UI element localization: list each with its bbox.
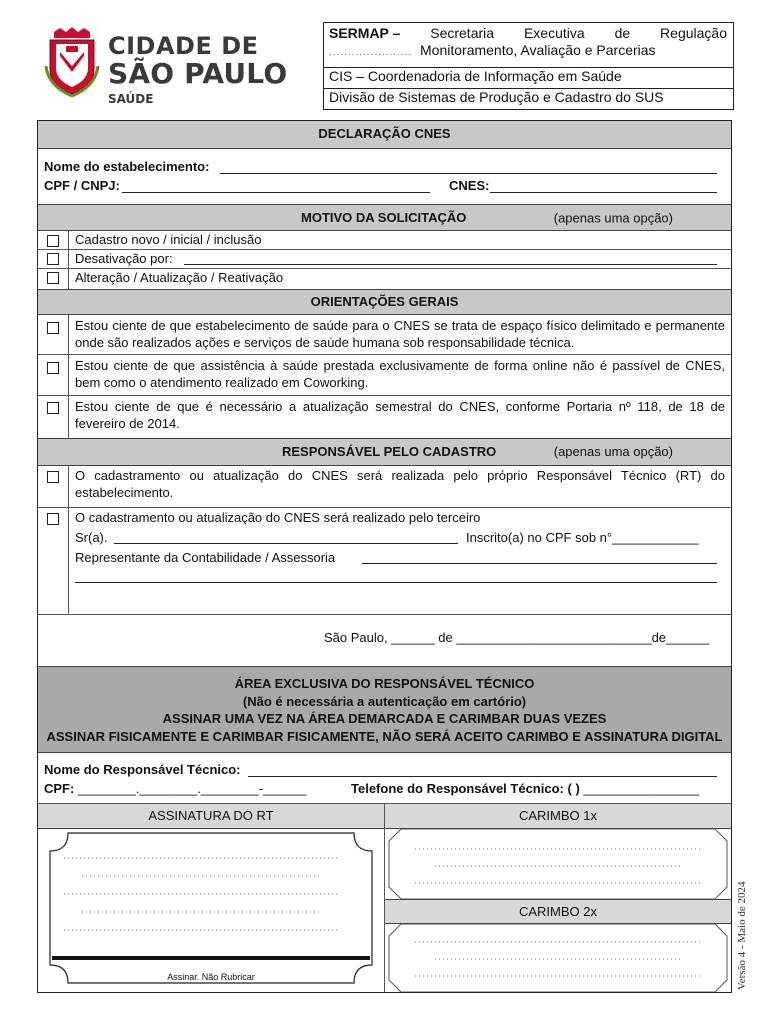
inscrito-label: Inscrito(a) no CPF sob n°____________ — [466, 530, 699, 545]
motivo-option-update: Alteração / Atualização / Reativação — [75, 270, 284, 285]
resp-option-rt: O cadastramento ou atualização do CNES será realizada pelo próprio Responsável Técnico (RT) do estabelecimento. — [75, 468, 725, 500]
resp-title: RESPONSÁVEL PELO CADASTRO — [282, 444, 497, 459]
cnes-declaration-form — [37, 120, 732, 993]
orient-text-1: Estou ciente de que estabelecimento de saúde para o CNES se trata de espaço físico delimitado e permanente onde são realizados ações e serviços de saúde humana sob responsabilidade técnica. — [75, 318, 725, 350]
motivo-note: (apenas uma opção) — [553, 210, 673, 225]
motivo-checkbox-deactivate[interactable] — [47, 253, 59, 265]
cpf-label: CPF: — [44, 781, 75, 796]
area-line-4: ASSINAR FISICAMENTE E CARIMBAR FISICAMENTE, NÃO SERÁ ACEITO CARIMBO E ASSINATURA DIGITAL — [46, 728, 723, 744]
cnes-label: CNES: — [449, 178, 490, 193]
rt-name-input[interactable] — [248, 776, 717, 777]
phone-label: Telefone do Responsável Técnico: — [351, 781, 564, 796]
sermap-label: SERMAP – — [329, 25, 401, 41]
orient-checkbox-1[interactable] — [47, 322, 59, 334]
form-title: DECLARAÇÃO CNES — [38, 121, 731, 149]
sermap-word-1: Secretaria — [430, 25, 495, 41]
logo-line-1: CIDADE DE — [108, 32, 259, 60]
resp-checkbox-third[interactable] — [47, 513, 59, 525]
area-line-1: ÁREA EXCLUSIVA DO RESPONSÁVEL TÉCNICO — [234, 676, 535, 691]
info-row-cis: CIS – Coordenadoria de Informação em Saúde — [324, 67, 733, 88]
cpf-cnpj-input[interactable] — [122, 192, 430, 193]
resp-option-third: O cadastramento ou atualização do CNES será realizado pelo terceiro — [75, 510, 481, 525]
sp-label: São Paulo, — [324, 630, 388, 645]
sermap-word-4: Regulação — [660, 25, 727, 41]
city-logo — [44, 26, 294, 106]
sra-input[interactable] — [114, 543, 458, 544]
sermap-dots: ...................... — [329, 46, 413, 58]
cpf-cnpj-label: CPF / CNPJ: — [44, 178, 120, 193]
rt-name-label: Nome do Responsável Técnico: — [44, 762, 241, 777]
representante-input-line-2[interactable] — [75, 582, 717, 583]
phone-paren: ( ) — [567, 781, 580, 796]
sra-label: Sr(a). — [75, 530, 108, 545]
version-note: Versão 4 - Maio de 2024 — [736, 881, 748, 990]
inscrito-blank[interactable]: ____________ — [612, 530, 699, 545]
representante-label: Representante da Contabilidade / Assessoria — [75, 550, 336, 565]
motivo-checkbox-new[interactable] — [47, 235, 59, 247]
department-info-box — [323, 22, 734, 110]
info-row-sermap — [324, 25, 733, 67]
sig-title: ASSINATURA DO RT — [38, 804, 384, 829]
orient-checkbox-2[interactable] — [47, 362, 59, 374]
estab-name-input[interactable] — [220, 173, 717, 174]
sp-de-1: de — [438, 630, 453, 645]
deactivate-reason-input[interactable] — [184, 264, 717, 265]
sp-de-2: de — [651, 630, 667, 645]
sermap-word-3: de — [614, 25, 631, 41]
stamp2-title: CARIMBO 2x — [385, 899, 731, 924]
date-line — [324, 630, 709, 645]
cnes-input[interactable] — [490, 192, 717, 193]
stamp1-title: CARIMBO 1x — [385, 804, 731, 829]
resp-note: (apenas uma opção) — [553, 444, 673, 459]
resp-checkbox-rt[interactable] — [47, 471, 59, 483]
motivo-checkbox-update[interactable] — [47, 272, 59, 284]
cpf-row — [44, 781, 306, 796]
signature-area[interactable] — [38, 829, 384, 992]
sermap-continuation: Monitoramento, Avaliação e Parcerias — [420, 41, 656, 58]
resp-header — [38, 438, 731, 466]
logo-line-2: SÃO PAULO — [108, 57, 288, 90]
stamp2-area[interactable] — [385, 924, 731, 992]
sig-caption: Assinar. Não Rubricar — [167, 972, 255, 982]
logo-line-3: SAÚDE — [108, 92, 154, 106]
stamp1-area[interactable] — [385, 829, 731, 899]
orient-text-2: Estou ciente de que assistência à saúde prestada exclusivamente de forma online não é passível de CNES, bem como o atendimento realizado em Coworking. — [75, 358, 725, 390]
orient-header: ORIENTAÇÕES GERAIS — [38, 289, 731, 315]
area-line-3: ASSINAR UMA VEZ NA ÁREA DEMARCADA E CARIMBAR DUAS VEZES — [162, 711, 607, 726]
representante-input[interactable] — [362, 563, 717, 564]
month-blank[interactable]: ___________________________ — [456, 630, 652, 645]
motivo-title: MOTIVO DA SOLICITAÇÃO — [301, 210, 467, 225]
motivo-option-new: Cadastro novo / inicial / inclusão — [75, 232, 262, 247]
motivo-header — [38, 204, 731, 231]
phone-row — [351, 781, 699, 796]
year-blank[interactable]: ______ — [666, 630, 710, 645]
cpf-blank[interactable]: ________.________.________-______ — [77, 781, 307, 796]
info-row-division: Divisão de Sistemas de Produção e Cadastro do SUS — [324, 88, 733, 109]
rt-exclusive-area — [38, 666, 731, 753]
orient-text-3: Estou ciente de que é necessário a atualização semestral do CNES, conforme Portaria nº 118, de 18 de fevereiro de 2014. — [75, 399, 725, 431]
sermap-word-2: Executiva — [523, 25, 585, 41]
coat-of-arms-icon — [44, 26, 100, 98]
area-line-2: (Não é necessária a autenticação em cartório) — [242, 693, 527, 709]
phone-blank[interactable]: ________________ — [583, 781, 700, 796]
estab-name-label: Nome do estabelecimento: — [44, 159, 210, 174]
orient-checkbox-3[interactable] — [47, 402, 59, 414]
motivo-option-deactivate: Desativação por: — [75, 251, 173, 266]
day-blank[interactable]: ______ — [391, 630, 435, 645]
